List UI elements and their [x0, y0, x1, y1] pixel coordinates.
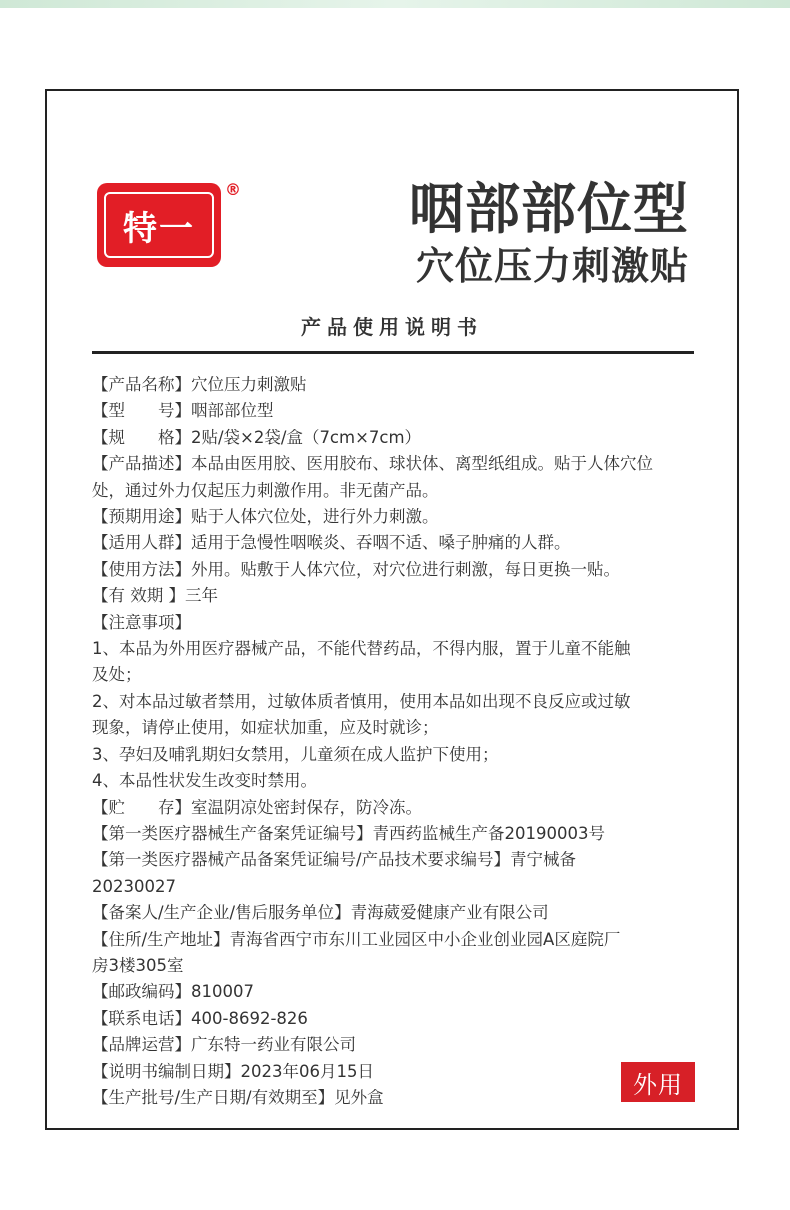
text-line: 20230027 — [92, 876, 176, 896]
text-line: 及处； — [92, 665, 142, 685]
text-line: 【产品描述】本品由医用胶、医用胶布、球状体、离型纸组成。贴于人体穴位 — [92, 454, 653, 474]
text-line: 【产品名称】穴位压力刺激贴 — [92, 375, 307, 394]
text-line: 【适用人群】适用于急慢性咽喉炎、吞咽不适、嗓子肿痛的人群。 — [92, 533, 571, 553]
text-line: 【第一类医疗器械产品备案凭证编号/产品技术要求编号】青宁械备 — [92, 850, 577, 870]
text-line: 2、对本品过敏者禁用，过敏体质者慎用，使用本品如出现不良反应或过敏 — [92, 691, 631, 711]
text-line: 【规 格】2贴/袋×2袋/盒（7cm×7cm） — [92, 427, 422, 447]
text-line: 处，通过外力仅起压力刺激作用。非无菌产品。 — [92, 480, 439, 500]
text-line: 【说明书编制日期】2023年06月15日 — [92, 1061, 374, 1081]
text-line: 房3楼305室 — [92, 955, 184, 975]
text-line: 【贮 存】室温阴凉处密封保存，防冷冻。 — [92, 797, 422, 817]
top-decor-strip — [0, 0, 790, 8]
text-line: 【邮政编码】810007 — [92, 982, 254, 1002]
text-line: 【联系电话】400-8692-826 — [92, 1008, 308, 1028]
text-line: 【生产批号/生产日期/有效期至】见外盒 — [92, 1087, 384, 1107]
text-line: 4、本品性状发生改变时禁用。 — [92, 771, 317, 791]
product-subtitle: 穴位压力刺激贴 — [415, 244, 689, 288]
text-line: 【住所/生产地址】青海省西宁市东川工业园区中小企业创业园A区庭院厂 — [92, 929, 621, 949]
brand-logo-text: 特一 — [104, 192, 214, 258]
text-line: 【第一类医疗器械生产备案凭证编号】青西药监械生产备20190003号 — [92, 823, 605, 843]
text-line: 现象，请停止使用，如症状加重，应及时就诊； — [92, 718, 439, 738]
brand-logo — [97, 183, 221, 267]
text-line: 【型 号】咽部部位型 — [92, 401, 274, 421]
manual-body — [92, 372, 692, 1111]
text-line: 【预期用途】贴于人体穴位处，进行外力刺激。 — [92, 507, 439, 527]
text-line: 【有 效期 】三年 — [92, 586, 218, 606]
instruction-card — [45, 89, 739, 1130]
text-line: 1、本品为外用医疗器械产品，不能代替药品，不得内服，置于儿童不能触 — [92, 639, 631, 659]
text-line: 3、孕妇及哺乳期妇女禁用，儿童须在成人监护下使用； — [92, 744, 499, 764]
text-line: 【使用方法】外用。贴敷于人体穴位，对穴位进行刺激，每日更换一贴。 — [92, 559, 620, 579]
registered-mark: ® — [225, 180, 241, 199]
text-line: 【备案人/生产企业/售后服务单位】青海葳爱健康产业有限公司 — [92, 903, 549, 923]
text-line: 【注意事项】 — [92, 612, 191, 632]
product-title: 咽部部位型 — [408, 177, 689, 241]
heading-divider — [92, 351, 694, 354]
text-line: 【品牌运营】广东特一药业有限公司 — [92, 1035, 356, 1055]
external-use-badge: 外用 — [621, 1062, 695, 1102]
manual-heading: 产品使用说明书 — [301, 315, 483, 339]
